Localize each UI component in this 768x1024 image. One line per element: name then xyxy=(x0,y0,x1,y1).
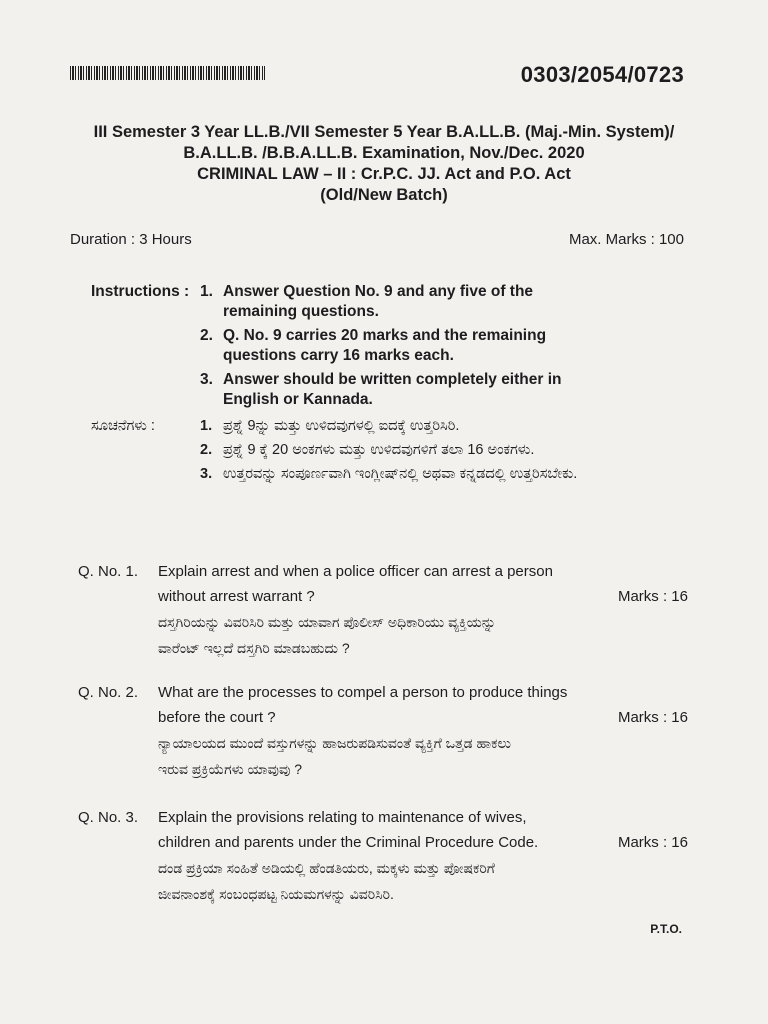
question-3 xyxy=(78,805,688,907)
exam-header xyxy=(0,122,768,206)
question-text: What are the processes to compel a person to produce things xyxy=(158,684,568,701)
question-number: Q. No. 1. xyxy=(78,563,139,580)
instructions xyxy=(91,282,611,488)
question-text-kn: ಇರುವ ಪ್ರಕ್ರಿಯೆಗಳು ಯಾವುವು ? xyxy=(158,761,303,777)
header-line-3: CRIMINAL LAW – II : Cr.P.C. JJ. Act and P.O. Act xyxy=(197,165,571,183)
question-text: Explain arrest and when a police officer can arrest a person xyxy=(158,563,553,580)
question-text-kn: ಜೀವನಾಂಶಕ್ಕೆ ಸಂಬಂಧಪಟ್ಟ ನಿಯಮಗಳನ್ನು ವಿವರಿಸಿರಿ. xyxy=(158,886,394,902)
question-text-kn: ದಸ್ತಗಿರಿಯನ್ನು ವಿವರಿಸಿರಿ ಮತ್ತು ಯಾವಾಗ ಪೊಲೀಸ್ ಅಧಿಕಾರಿಯು ವ್ಯಕ್ತಿಯನ್ನು xyxy=(158,614,496,630)
instruction-item: 3. Answer should be written completely either in English or Kannada. xyxy=(200,371,562,408)
barcode xyxy=(70,66,265,80)
question-marks: Marks : 16 xyxy=(617,834,688,851)
instruction-item: Instructions : 1. Answer Question No. 9 and any five of the remaining questions. xyxy=(91,283,534,320)
question-2 xyxy=(78,680,688,782)
instructions-label: Instructions : xyxy=(91,283,190,300)
question-text: Explain the provisions relating to maintenance of wives, xyxy=(158,809,527,826)
header-line-2: B.A.LL.B. /B.B.A.LL.B. Examination, Nov./Dec. 2020 xyxy=(183,144,585,162)
question-text-kn: ವಾರೆಂಟ್ ಇಲ್ಲದೆ ದಸ್ತಗಿರಿ ಮಾಡಬಹುದು ? xyxy=(158,640,350,656)
question-marks: Marks : 16 xyxy=(617,588,688,605)
question-text: before the court ? xyxy=(158,709,276,726)
question-1 xyxy=(78,559,688,661)
instruction-item-kn: 2. ಪ್ರಶ್ನೆ 9 ಕ್ಕೆ 20 ಅಂಕಗಳು ಮತ್ತು ಉಳಿದವುಗಳಿಗೆ ತಲಾ 16 ಅಂಕಗಳು. xyxy=(200,442,535,458)
header-line-4: (Old/New Batch) xyxy=(320,186,448,204)
instruction-item-kn: 3. ಉತ್ತರವನ್ನು ಸಂಪೂರ್ಣವಾಗಿ ಇಂಗ್ಲೀಷ್‌ನಲ್ಲಿ ಅಥವಾ ಕನ್ನಡದಲ್ಲಿ ಉತ್ತರಿಸಬೇಕು. xyxy=(200,466,578,482)
question-text: without arrest warrant ? xyxy=(158,588,315,605)
question-number: Q. No. 2. xyxy=(78,684,139,701)
question-marks: Marks : 16 xyxy=(617,709,688,726)
max-marks: Max. Marks : 100 xyxy=(568,231,684,248)
question-number: Q. No. 3. xyxy=(78,809,139,826)
paper-code: 0303/2054/0723 xyxy=(520,62,684,87)
question-text-kn: ನ್ಯಾಯಾಲಯದ ಮುಂದೆ ವಸ್ತುಗಳನ್ನು ಹಾಜರುಪಡಿಸುವಂತೆ ವ್ಯಕ್ತಿಗೆ ಒತ್ತಡ ಹಾಕಲು xyxy=(158,735,511,751)
page-turn-over: P.T.O. xyxy=(650,922,682,936)
instruction-item: 2. Q. No. 9 carries 20 marks and the remaining questions carry 16 marks each. xyxy=(200,327,547,364)
question-text: children and parents under the Criminal Procedure Code. xyxy=(158,834,539,851)
header-line-1: III Semester 3 Year LL.B./VII Semester 5 Year B.A.LL.B. (Maj.-Min. System)/ xyxy=(93,123,675,141)
instruction-item-kn: ಸೂಚನೆಗಳು : 1. ಪ್ರಶ್ನೆ 9ನ್ನು ಮತ್ತು ಉಳಿದವುಗಳಲ್ಲಿ ಐದಕ್ಕೆ ಉತ್ತರಿಸಿರಿ. xyxy=(91,418,460,434)
instructions-label-kn: ಸೂಚನೆಗಳು : xyxy=(91,418,155,434)
duration: Duration : 3 Hours xyxy=(70,231,192,248)
question-text-kn: ದಂಡ ಪ್ರಕ್ರಿಯಾ ಸಂಹಿತೆ ಅಡಿಯಲ್ಲಿ ಹೆಂಡತಿಯರು, ಮಕ್ಕಳು ಮತ್ತು ಪೋಷಕರಿಗೆ xyxy=(158,860,495,876)
